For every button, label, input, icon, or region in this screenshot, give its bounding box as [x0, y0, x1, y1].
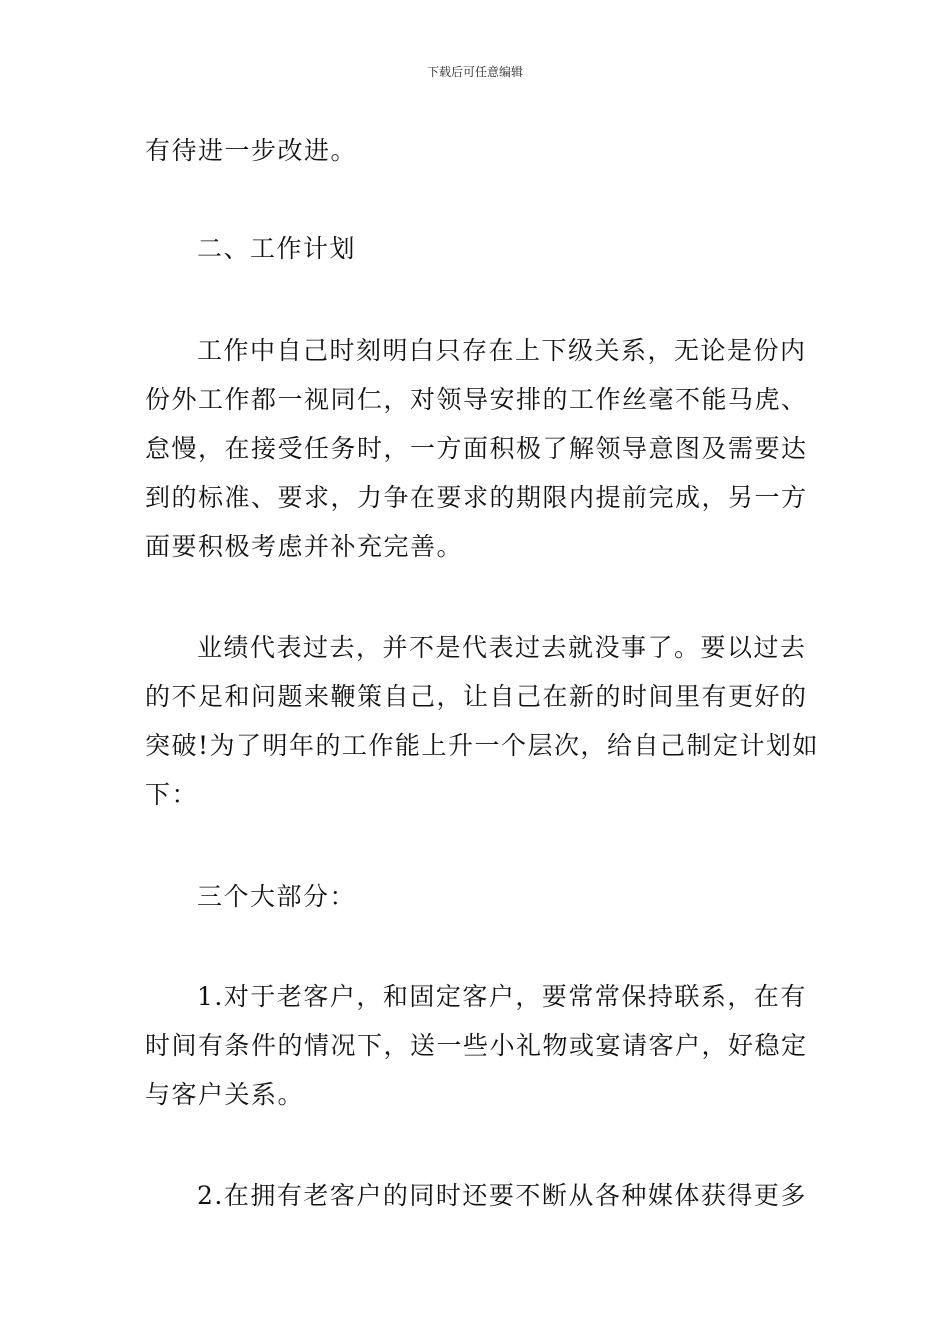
page-header: 下载后可任意编辑 — [426, 65, 523, 79]
text-line: 怠慢，在接受任务时，一方面积极了解领导意图及需要达 — [145, 434, 808, 463]
list-item-1 — [145, 972, 815, 1119]
list-item-2 — [145, 1171, 815, 1220]
text-line: 三个大部分： — [197, 882, 357, 911]
text-line: 有待进一步改进。 — [145, 136, 358, 165]
text-line: 到的标准、要求，力争在要求的期限内提前完成，另一方 — [145, 483, 808, 512]
text-line: 2.在拥有老客户的同时还要不断从各种媒体获得更多 — [197, 1181, 807, 1210]
text-line: 1.对于老客户，和固定客户，要常常保持联系，在有 — [197, 982, 807, 1011]
paragraph-continuation — [145, 126, 815, 175]
text-line: 突破!为了明年的工作能上升一个层次，给自己制定计划如 — [145, 731, 820, 760]
text-line: 时间有条件的情况下，送一些小礼物或宴请客户，好稳定 — [145, 1031, 808, 1060]
text-line: 与客户关系。 — [145, 1080, 305, 1109]
paragraph-three-parts — [145, 872, 815, 921]
paragraph-performance — [145, 623, 820, 819]
text-line: 面要积极考虑并补充完善。 — [145, 532, 464, 561]
paragraph-work-attitude — [145, 326, 815, 571]
text-line: 工作中自己时刻明白只存在上下级关系，无论是份内 — [197, 336, 807, 365]
text-line: 的不足和问题来鞭策自己，让自己在新的时间里有更好的 — [145, 682, 808, 711]
text-line: 下： — [145, 780, 199, 809]
text-line: 二、工作计划 — [197, 234, 357, 263]
text-line: 业绩代表过去，并不是代表过去就没事了。要以过去 — [197, 633, 807, 662]
text-line: 份外工作都一视同仁，对领导安排的工作丝毫不能马虎、 — [145, 385, 808, 414]
section-heading — [145, 224, 815, 273]
